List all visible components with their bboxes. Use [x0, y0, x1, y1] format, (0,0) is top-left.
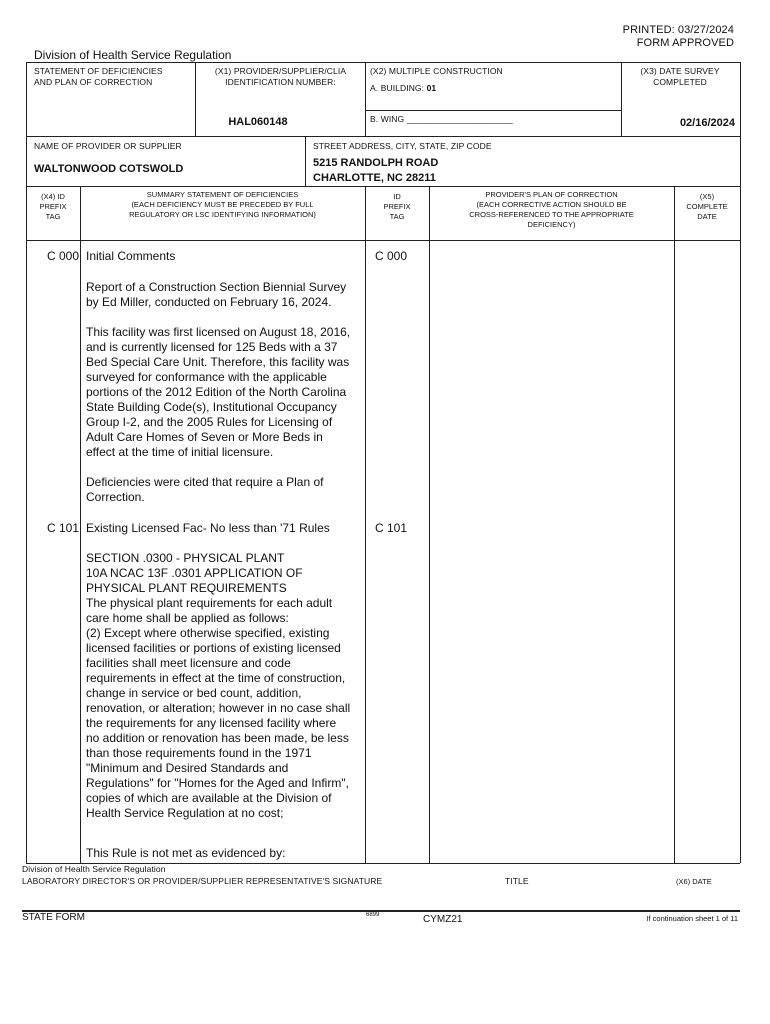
- paragraph: Report of a Construction Section Biennial Survey by Ed Miller, conducted on February 16, 2024.: [86, 280, 347, 309]
- rule: [26, 62, 27, 863]
- rule: [305, 136, 306, 186]
- printed-date: PRINTED: 03/27/2024: [622, 24, 734, 36]
- paragraph: Deficiencies were cited that require a Plan of Correction.: [86, 475, 324, 504]
- rule: [26, 186, 740, 187]
- provider-name: WALTONWOOD COTSWOLD: [34, 163, 184, 175]
- rule: [26, 240, 740, 241]
- rule: [365, 62, 366, 136]
- form-number: 6899: [366, 912, 380, 918]
- statement-label: STATEMENT OF DEFICIENCIES AND PLAN OF CORRECTION: [34, 66, 163, 87]
- continuation-sheet: If continuation sheet 1 of 11: [646, 914, 738, 923]
- x2-label: (X2) MULTIPLE CONSTRUCTION: [370, 66, 503, 76]
- event-id: CYMZ21: [423, 914, 463, 925]
- form-approved: FORM APPROVED: [636, 37, 734, 49]
- state-form-label: STATE FORM: [22, 912, 85, 923]
- x3-label: (X3) DATE SURVEY COMPLETED: [640, 66, 720, 87]
- title-label: TITLE: [505, 876, 529, 886]
- x1-label: (X1) PROVIDER/SUPPLIER/CLIA IDENTIFICATION NUMBER:: [214, 66, 347, 87]
- id-tag-c101: C 101: [375, 521, 408, 535]
- rule: [22, 910, 740, 912]
- building-label: A. BUILDING:: [370, 83, 425, 93]
- col-summary-header: SUMMARY STATEMENT OF DEFICIENCIES (EACH DEFICIENCY MUST BE PRECEDED BY FULL REGULATORY OR LSC IDENTIFYING INFORMATION): [129, 190, 316, 219]
- col-id-header: ID PREFIX TAG: [383, 192, 411, 221]
- entry-title-c000: Initial Comments: [86, 249, 176, 263]
- paragraph: This facility was first licensed on August 18, 2016, and is currently licensed for 125 Beds with a 37 Bed Special Care Unit. Therefore, this facility was surveyed for conformance with the applicable portions of the 2012 Edition of the North Carolina State Building Code(s), Institutional Occupancy Group I-2, and the 2005 Rules for Licensing of Adult Care Homes of Seven or More Beds in effect at the time of initial licensure.: [86, 325, 351, 459]
- provider-id: HAL060148: [228, 116, 288, 128]
- address: [313, 156, 438, 186]
- wing-label: B. WING ______________________: [370, 114, 513, 124]
- rule-not-met: This Rule is not met as evidenced by:: [86, 846, 286, 860]
- footer-agency: Division of Health Service Regulation: [22, 864, 166, 874]
- rule: [26, 62, 740, 63]
- provider-name-label: NAME OF PROVIDER OR SUPPLIER: [34, 141, 182, 151]
- rule: [195, 62, 196, 136]
- entry-body-c101: [86, 551, 368, 836]
- print-info: [623, 24, 734, 50]
- x6-date-label: (X6) DATE: [676, 877, 712, 886]
- building-field: [370, 83, 436, 94]
- rule: [365, 110, 621, 111]
- entry-title-c101: Existing Licensed Fac- No less than '71 Rules: [86, 521, 330, 535]
- rule: [740, 62, 741, 863]
- rule: [429, 186, 430, 863]
- agency-title: Division of Health Service Regulation: [34, 48, 232, 62]
- building-value: 01: [426, 83, 437, 93]
- rule: [621, 62, 622, 136]
- tag-c000: C 000: [46, 249, 79, 263]
- address-label: STREET ADDRESS, CITY, STATE, ZIP CODE: [313, 141, 492, 151]
- rule: [80, 186, 81, 863]
- address-line-2: CHARLOTTE, NC 28211: [313, 172, 436, 184]
- survey-date: 02/16/2024: [679, 117, 735, 129]
- entry-body-c000: [86, 280, 366, 520]
- col-x4-header: (X4) ID PREFIX TAG: [39, 192, 67, 221]
- paragraph: SECTION .0300 - PHYSICAL PLANT 10A NCAC 13F .0301 APPLICATION OF PHYSICAL PLANT REQUIREMENTS The physical plant requirements for each adult care home shall be applied as follows: (2) Except where otherwise specified, existing licensed facilities or portions of existing licensed facilities shall meet licensure and code requirements in effect at the time of construction, change in service or bed count, addition, renovation, or alteration; however in no case shall the requirements for any licensed facility where no addition or renovation has been made, be less than those requirements found in the 1971 "Minimum and Desired Standards and Regulations" for "Homes for the Aged and Infirm", copies of which are available at the Division of Health Service Regulation at no cost;: [86, 551, 351, 820]
- address-line-1: 5215 RANDOLPH ROAD: [313, 157, 439, 169]
- tag-c101: C 101: [46, 521, 79, 535]
- col-x5-header: (X5) COMPLETE DATE: [686, 192, 728, 221]
- rule: [26, 136, 740, 137]
- rule: [674, 186, 675, 863]
- col-plan-header: PROVIDER'S PLAN OF CORRECTION (EACH CORRECTIVE ACTION SHOULD BE CROSS-REFERENCED TO THE APPROPRIATE DEFICIENCY): [469, 190, 634, 229]
- signature-label: LABORATORY DIRECTOR'S OR PROVIDER/SUPPLIER REPRESENTATIVE'S SIGNATURE: [22, 876, 383, 886]
- id-tag-c000: C 000: [375, 249, 408, 263]
